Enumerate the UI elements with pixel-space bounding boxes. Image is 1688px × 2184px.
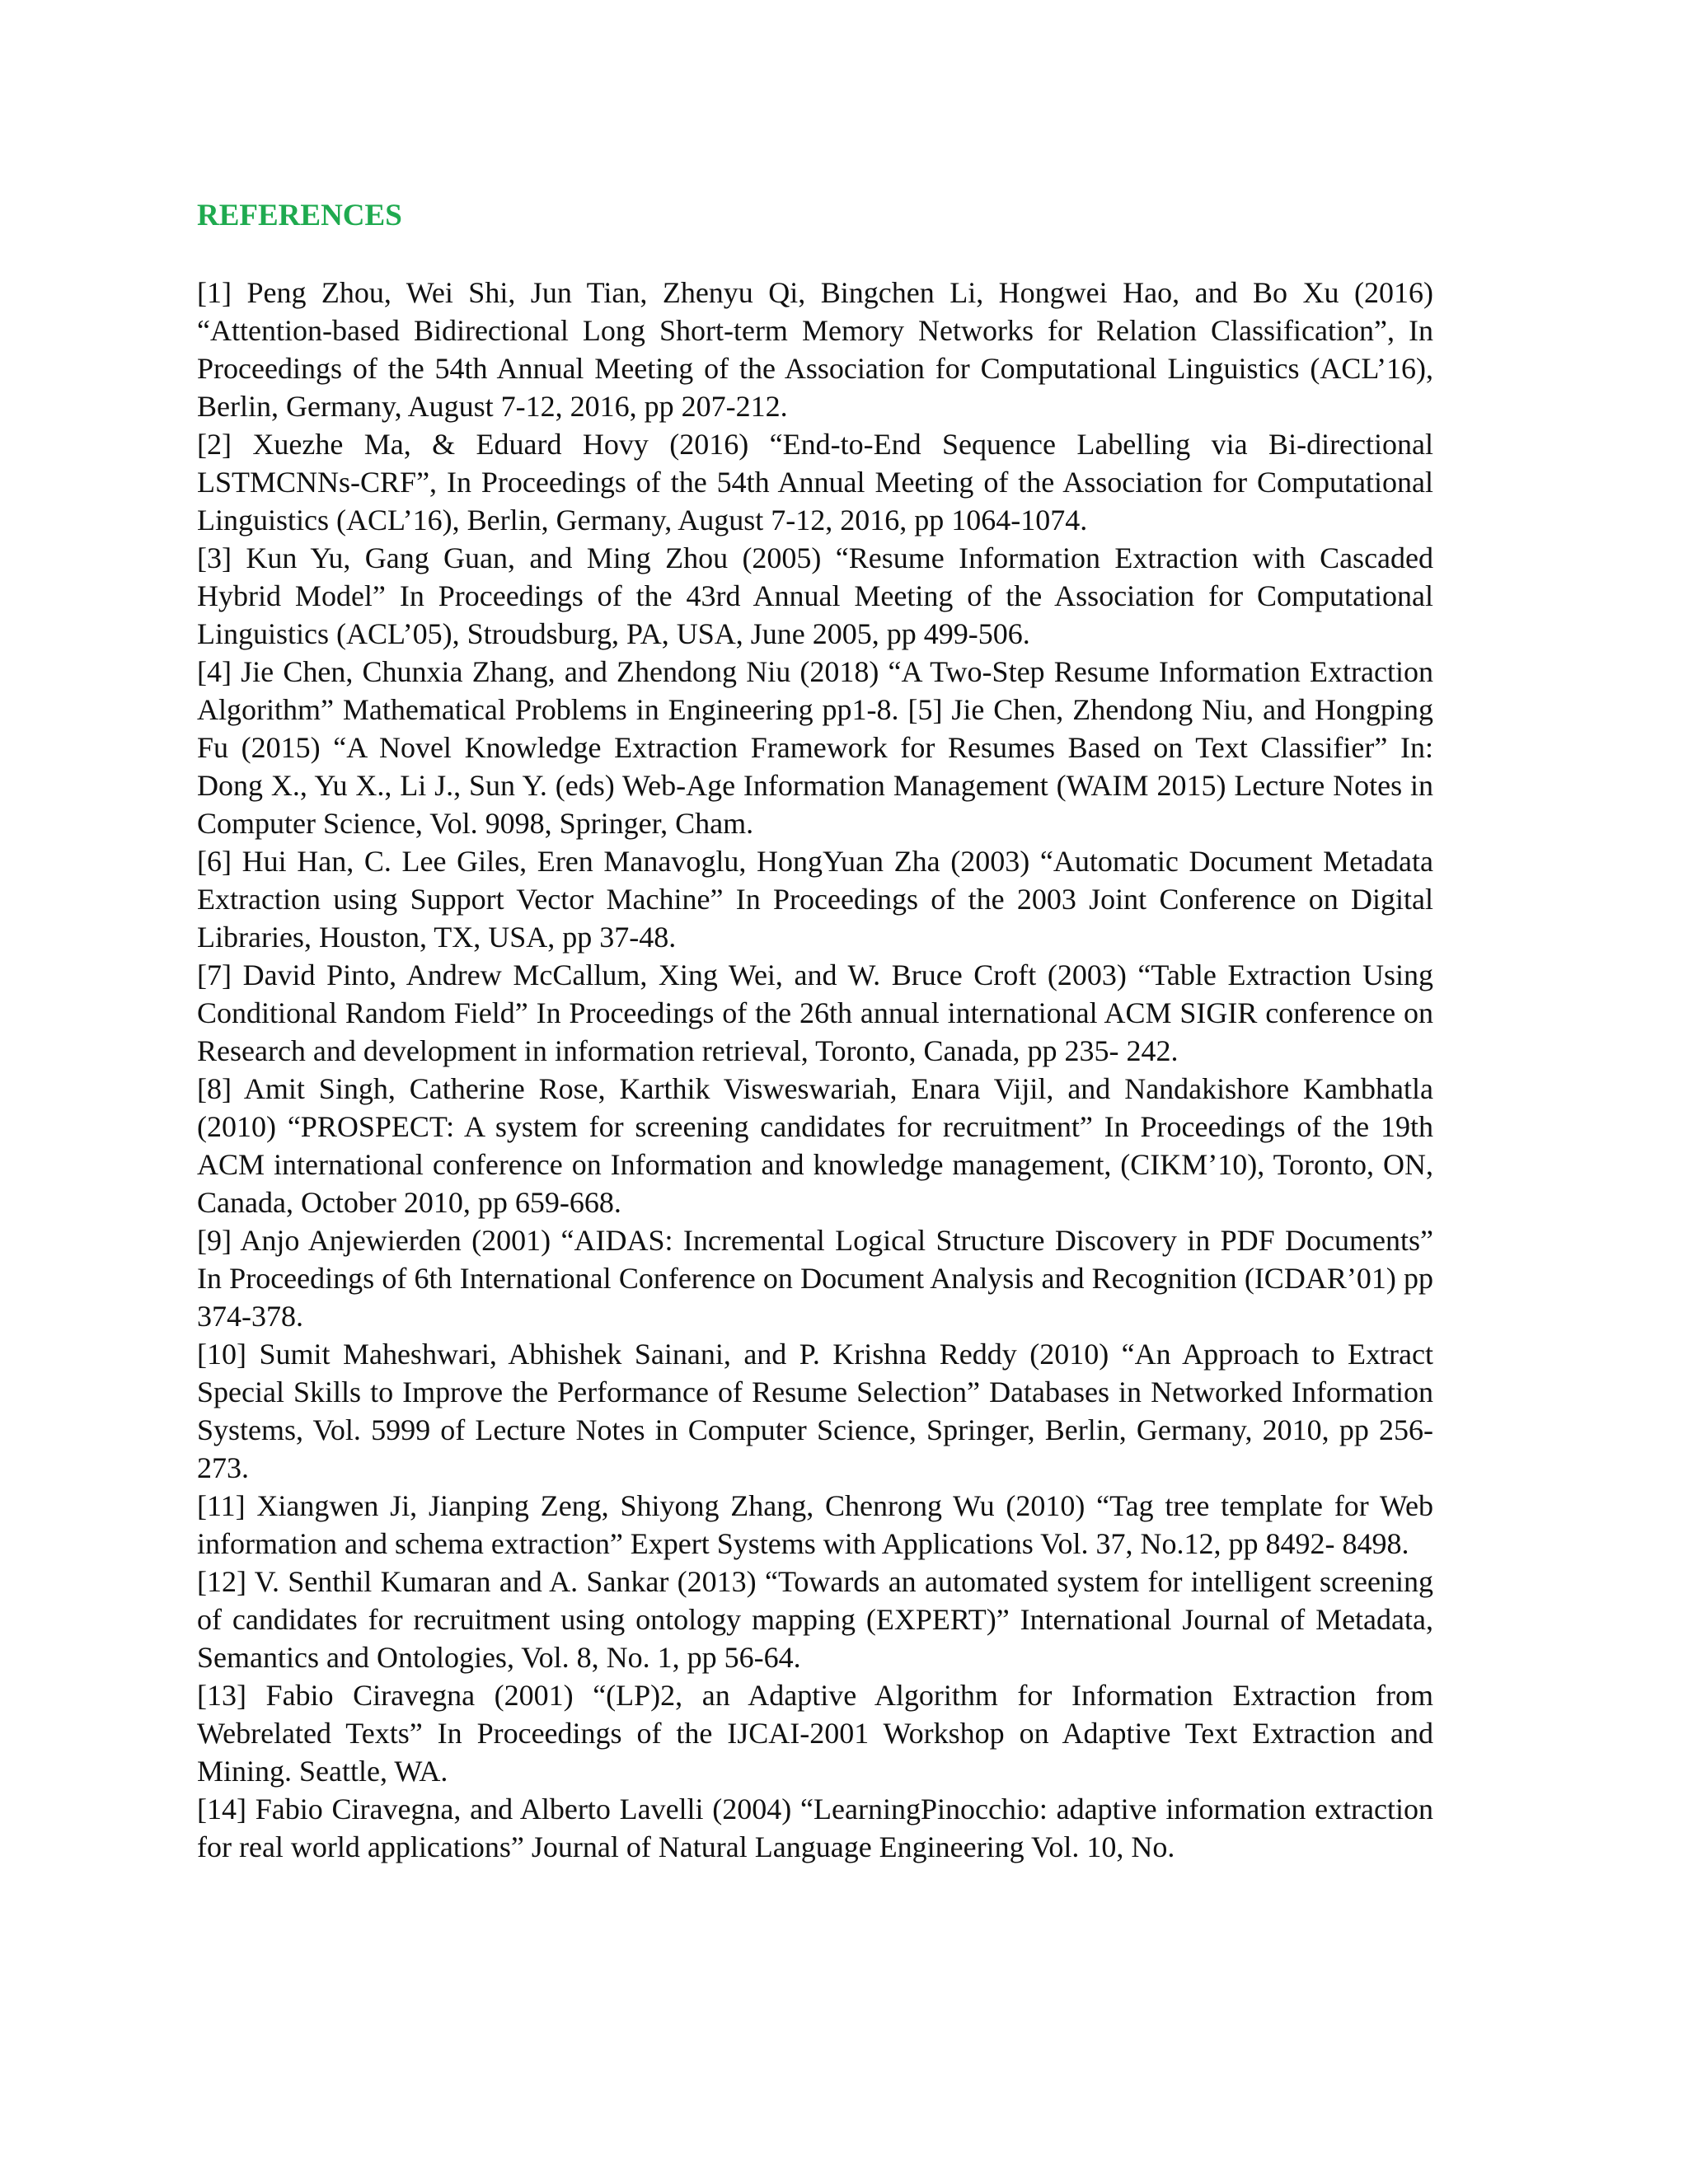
reference-item: [10] Sumit Maheshwari, Abhishek Sainani, and P. Krishna Reddy (2010) “An Approach to Extract Special Skills to Improve the Performance of Resume Selection” Databases in Networked Information Systems, Vol. 5999 of Lecture Notes in Computer Science, Springer, Berlin, Germany, 2010, pp 256-273. — [197, 1338, 1433, 1484]
reference-item: [8] Amit Singh, Catherine Rose, Karthik Visweswariah, Enara Vijil, and Nandakishore Kambhatla (2010) “PROSPECT: A system for screening candidates for recruitment” In Proceedings of the 19th ACM international conference on Information and knowledge management, (CIKM’10), Toronto, ON, Canada, October 2010, pp 659-668. — [197, 1072, 1433, 1219]
reference-item: [11] Xiangwen Ji, Jianping Zeng, Shiyong Zhang, Chenrong Wu (2010) “Tag tree template for Web information and schema extraction” Expert Systems with Applications Vol. 37, No.12, pp 8492- 8498. — [197, 1489, 1433, 1560]
reference-item: [2] Xuezhe Ma, & Eduard Hovy (2016) “End-to-End Sequence Labelling via Bi-directional LSTMCNNs-CRF”, In Proceedings of the 54th Annual Meeting of the Association for Computational Linguistics (ACL’16), Berlin, Germany, August 7-12, 2016, pp 1064-1074. — [197, 428, 1433, 537]
reference-item: [3] Kun Yu, Gang Guan, and Ming Zhou (2005) “Resume Information Extraction with Cascaded Hybrid Model” In Proceedings of the 43rd Annual Meeting of the Association for Computational Linguistics (ACL’05), Stroudsburg, PA, USA, June 2005, pp 499-506. — [197, 541, 1433, 650]
reference-item: [7] David Pinto, Andrew McCallum, Xing Wei, and W. Bruce Croft (2003) “Table Extraction Using Conditional Random Field” In Proceedings of the 26th annual international ACM SIGIR conference on Research and development in information retrieval, Toronto, Canada, pp 235- 242. — [197, 958, 1433, 1067]
references-heading: REFERENCES — [197, 199, 402, 232]
reference-item: [13] Fabio Ciravegna (2001) “(LP)2, an Adaptive Algorithm for Information Extraction from Webrelated Texts” In Proceedings of the IJCAI-2001 Workshop on Adaptive Text Extraction and Mining. Seattle, WA. — [197, 1679, 1433, 1788]
reference-item: [1] Peng Zhou, Wei Shi, Jun Tian, Zhenyu Qi, Bingchen Li, Hongwei Hao, and Bo Xu (2016) “Attention-based Bidirectional Long Short-term Memory Networks for Relation Classification”, In Proceedings of the 54th Annual Meeting of the Association for Computational Linguistics (ACL’16), Berlin, Germany, August 7-12, 2016, pp 207-212. — [197, 276, 1433, 423]
reference-item: [9] Anjo Anjewierden (2001) “AIDAS: Incremental Logical Structure Discovery in PDF Documents” In Proceedings of 6th International Conference on Document Analysis and Recognition (ICDAR’01) pp 374-378. — [197, 1224, 1433, 1333]
reference-item: [4] Jie Chen, Chunxia Zhang, and Zhendong Niu (2018) “A Two-Step Resume Information Extraction Algorithm” Mathematical Problems in Engineering pp1-8. [5] Jie Chen, Zhendong Niu, and Hongping Fu (2015) “A Novel Knowledge Extraction Framework for Resumes Based on Text Classifier” In: Dong X., Yu X., Li J., Sun Y. (eds) Web-Age Information Management (WAIM 2015) Lecture Notes in Computer Science, Vol. 9098, Springer, Cham. — [197, 655, 1433, 840]
reference-item: [12] V. Senthil Kumaran and A. Sankar (2013) “Towards an automated system for intelligent screening of candidates for recruitment using ontology mapping (EXPERT)” International Journal of Metadata, Semantics and Ontologies, Vol. 8, No. 1, pp 56-64. — [197, 1565, 1433, 1674]
reference-item: [14] Fabio Ciravegna, and Alberto Lavelli (2004) “LearningPinocchio: adaptive information extraction for real world applications” Journal of Natural Language Engineering Vol. 10, No. — [197, 1793, 1433, 1863]
reference-list — [197, 274, 1433, 1866]
reference-item: [6] Hui Han, C. Lee Giles, Eren Manavoglu, HongYuan Zha (2003) “Automatic Document Metadata Extraction using Support Vector Machine” In Proceedings of the 2003 Joint Conference on Digital Libraries, Houston, TX, USA, pp 37-48. — [197, 845, 1433, 954]
